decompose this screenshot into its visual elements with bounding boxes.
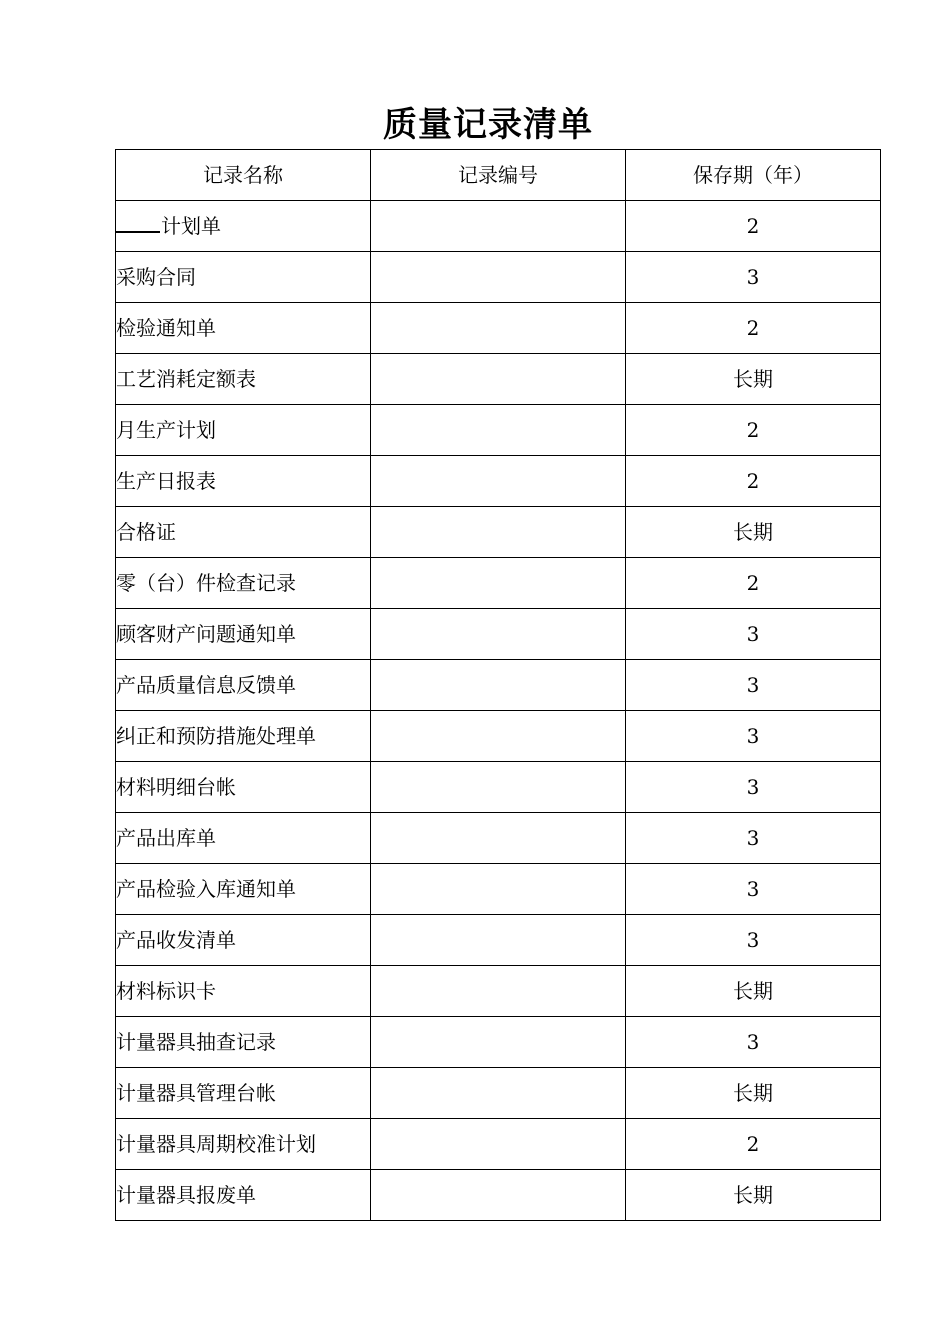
record-name-cell xyxy=(116,762,371,813)
record-name-cell xyxy=(116,660,371,711)
record-name-cell xyxy=(116,507,371,558)
table-row xyxy=(116,813,881,864)
retention-period-cell: 3 xyxy=(626,609,881,660)
record-name-cell xyxy=(116,354,371,405)
record-code-cell xyxy=(371,303,626,354)
retention-period-cell: 3 xyxy=(626,864,881,915)
record-name-text: 材料明细台帐 xyxy=(116,775,236,799)
table-row xyxy=(116,252,881,303)
record-code-cell xyxy=(371,456,626,507)
record-name-text: 生产日报表 xyxy=(116,469,216,493)
table-row xyxy=(116,303,881,354)
record-name-text: 纠正和预防措施处理单 xyxy=(116,724,316,748)
retention-period-cell: 2 xyxy=(626,405,881,456)
record-name-cell xyxy=(116,303,371,354)
record-name-cell xyxy=(116,813,371,864)
record-code-cell xyxy=(371,1119,626,1170)
record-name-cell xyxy=(116,558,371,609)
record-code-cell xyxy=(371,252,626,303)
retention-period-cell: 3 xyxy=(626,762,881,813)
record-name-cell xyxy=(116,966,371,1017)
retention-period-cell: 3 xyxy=(626,711,881,762)
record-code-cell xyxy=(371,660,626,711)
records-table xyxy=(115,149,881,1221)
retention-period-cell: 长期 xyxy=(626,1068,881,1119)
record-name-text: 材料标识卡 xyxy=(116,979,216,1003)
retention-period-cell: 3 xyxy=(626,660,881,711)
table-row xyxy=(116,201,881,252)
retention-period-cell: 3 xyxy=(626,915,881,966)
header-retention-period: 保存期（年） xyxy=(626,150,881,201)
retention-period-cell: 3 xyxy=(626,1017,881,1068)
record-name-text: 检验通知单 xyxy=(116,316,216,340)
record-name-cell xyxy=(116,201,371,252)
table-row xyxy=(116,660,881,711)
retention-period-cell: 3 xyxy=(626,813,881,864)
record-name-text: 产品出库单 xyxy=(116,826,216,850)
record-code-cell xyxy=(371,1017,626,1068)
retention-period-cell: 2 xyxy=(626,456,881,507)
retention-period-cell: 长期 xyxy=(626,1170,881,1221)
record-name-text: 计量器具抽查记录 xyxy=(116,1030,276,1054)
record-code-cell xyxy=(371,558,626,609)
record-code-cell xyxy=(371,864,626,915)
table-row xyxy=(116,711,881,762)
table-row xyxy=(116,1170,881,1221)
record-code-cell xyxy=(371,609,626,660)
record-name-cell xyxy=(116,405,371,456)
record-name-cell xyxy=(116,864,371,915)
table-row xyxy=(116,864,881,915)
table-row xyxy=(116,1068,881,1119)
record-name-text: 计量器具管理台帐 xyxy=(116,1081,276,1105)
record-name-text: 产品质量信息反馈单 xyxy=(116,673,296,697)
record-name-text: 顾客财产问题通知单 xyxy=(116,622,296,646)
table-body xyxy=(116,201,881,1221)
record-name-text: 计划单 xyxy=(161,214,221,238)
record-name-cell xyxy=(116,1119,371,1170)
retention-period-cell: 长期 xyxy=(626,507,881,558)
table-row xyxy=(116,405,881,456)
record-name-text: 工艺消耗定额表 xyxy=(116,367,256,391)
record-name-text: 合格证 xyxy=(116,520,176,544)
record-code-cell xyxy=(371,354,626,405)
retention-period-cell: 2 xyxy=(626,303,881,354)
retention-period-cell: 2 xyxy=(626,201,881,252)
table-row xyxy=(116,1017,881,1068)
header-record-name: 记录名称 xyxy=(116,150,371,201)
retention-period-cell: 长期 xyxy=(626,354,881,405)
table-row xyxy=(116,1119,881,1170)
table-row xyxy=(116,609,881,660)
record-code-cell xyxy=(371,1170,626,1221)
record-name-text: 产品检验入库通知单 xyxy=(116,877,296,901)
page-title: 质量记录清单 xyxy=(383,105,593,145)
record-name-cell xyxy=(116,915,371,966)
table-row xyxy=(116,558,881,609)
table-header-row xyxy=(116,150,881,201)
retention-period-cell: 2 xyxy=(626,1119,881,1170)
record-name-text: 零（台）件检查记录 xyxy=(116,571,296,595)
record-name-text: 计量器具周期校准计划 xyxy=(116,1132,316,1156)
record-name-text: 计量器具报废单 xyxy=(116,1183,256,1207)
record-code-cell xyxy=(371,1068,626,1119)
table-row xyxy=(116,915,881,966)
record-code-cell xyxy=(371,762,626,813)
retention-period-cell: 长期 xyxy=(626,966,881,1017)
record-name-cell xyxy=(116,609,371,660)
record-code-cell xyxy=(371,966,626,1017)
header-record-code: 记录编号 xyxy=(371,150,626,201)
record-code-cell xyxy=(371,915,626,966)
table-row xyxy=(116,966,881,1017)
record-name-cell xyxy=(116,711,371,762)
table-row xyxy=(116,456,881,507)
record-code-cell xyxy=(371,507,626,558)
record-code-cell xyxy=(371,201,626,252)
record-name-cell xyxy=(116,252,371,303)
record-name-cell xyxy=(116,1017,371,1068)
record-name-text: 产品收发清单 xyxy=(116,928,236,952)
table-row xyxy=(116,507,881,558)
record-name-cell xyxy=(116,1068,371,1119)
retention-period-cell: 3 xyxy=(626,252,881,303)
record-code-cell xyxy=(371,813,626,864)
record-code-cell xyxy=(371,711,626,762)
record-name-cell xyxy=(116,1170,371,1221)
fill-in-blank xyxy=(116,217,160,233)
record-name-text: 采购合同 xyxy=(116,265,196,289)
record-name-cell xyxy=(116,456,371,507)
record-name-text: 月生产计划 xyxy=(116,418,216,442)
record-code-cell xyxy=(371,405,626,456)
table-row xyxy=(116,354,881,405)
retention-period-cell: 2 xyxy=(626,558,881,609)
table-row xyxy=(116,762,881,813)
